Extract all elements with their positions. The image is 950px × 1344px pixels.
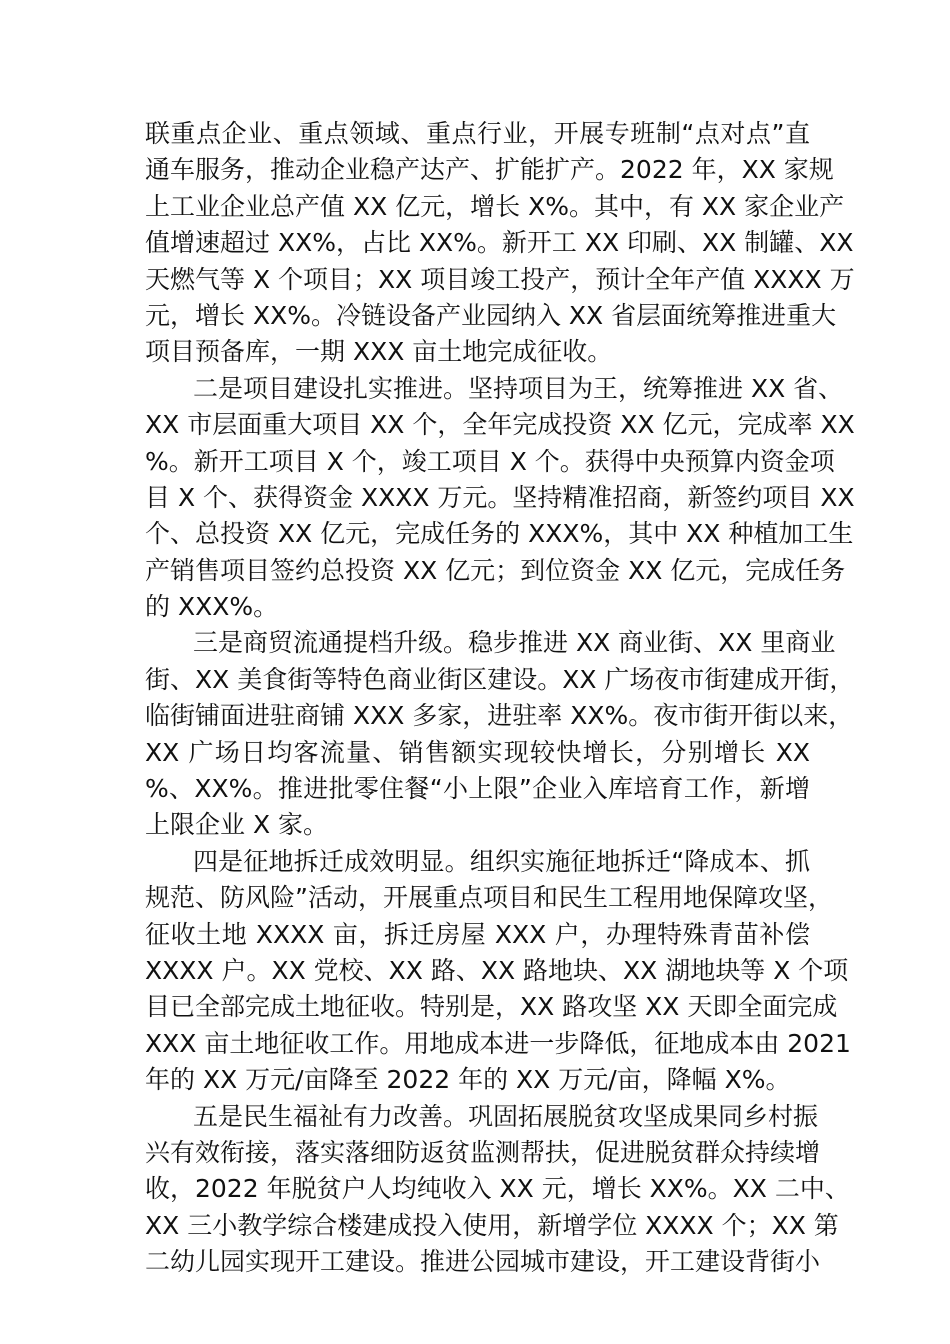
- text-line: 个、总投资 XX 亿元，完成任务的 XXX%，其中 XX 种植加工生: [145, 519, 854, 549]
- text-line: %、XX%。推进批零住餐“小上限”企业入库培育工作，新增: [145, 774, 810, 804]
- text-line: 项目预备库，一期 XXX 亩土地完成征收。: [145, 337, 613, 367]
- text-line: 值增速超过 XX%，占比 XX%。新开工 XX 印刷、XX 制罐、XX: [145, 228, 854, 258]
- text-line: %。新开工项目 X 个，竣工项目 X 个。获得中央预算内资金项: [145, 446, 835, 476]
- text-line: 年的 XX 万元/亩降至 2022 年的 XX 万元/亩，降幅 X%。: [145, 1065, 791, 1095]
- text-line: XXX 亩土地征收工作。用地成本进一步降低，征地成本由 2021: [145, 1028, 851, 1058]
- text-line: 产销售项目签约总投资 XX 亿元；到位资金 XX 亿元，完成任务: [145, 555, 846, 585]
- text-line: 联重点企业、重点领域、重点行业，开展专班制“点对点”直: [145, 119, 810, 148]
- paragraph-first-line: 二是项目建设扎实推进。坚持项目为王，统筹推进 XX 省、: [193, 373, 844, 403]
- text-line: 目 X 个、获得资金 XXXX 万元。坚持精准招商，新签约项目 XX: [145, 482, 855, 512]
- text-line: 元，增长 XX%。冷链设备产业园纳入 XX 省层面统筹推进重大: [145, 300, 837, 330]
- text-line: 的 XXX%。: [145, 592, 279, 622]
- paragraph-first-line: 五是民生福祉有力改善。巩固拓展脱贫攻坚成果同乡村振: [193, 1101, 819, 1131]
- text-line: XX 三小教学综合楼建成投入使用，新增学位 XXXX 个；XX 第: [145, 1210, 839, 1240]
- text-line: 天燃气等 X 个项目；XX 项目竣工投产，预计全年产值 XXXX 万: [145, 264, 855, 294]
- paragraph-first-line: 四是征地拆迁成效明显。组织实施征地拆迁“降成本、抓: [193, 846, 810, 876]
- text-line: XX 市层面重大项目 XX 个，全年完成投资 XX 亿元，完成率 XX: [145, 410, 855, 440]
- text-line: 目已全部完成土地征收。特别是，XX 路攻坚 XX 天即全面完成: [145, 992, 838, 1022]
- text-line: 二幼儿园实现开工建设。推进公园城市建设，开工建设背街小: [145, 1247, 821, 1277]
- text-line: XXXX 户。XX 党校、XX 路、XX 路地块、XX 湖地块等 X 个项: [145, 955, 849, 985]
- text-line: 临街铺面进驻商铺 XXX 多家，进驻率 XX%。夜市街开街以来，: [145, 701, 854, 731]
- document-body: [145, 116, 855, 1281]
- text-line: 通车服务，推动企业稳产达产、扩能扩产。2022 年，XX 家规: [145, 155, 834, 185]
- text-line: XX 广场日均客流量、销售额实现较快增长，分别增长 XX: [145, 737, 810, 767]
- text-line: 收，2022 年脱贫户人均纯收入 XX 元，增长 XX%。XX 二中、: [145, 1174, 850, 1204]
- text-line: 街、XX 美食街等特色商业街区建设。XX 广场夜市街建成开街，: [145, 664, 855, 694]
- text-line: 征收土地 XXXX 亩，拆迁房屋 XXX 户，办理特殊青苗补偿: [145, 919, 810, 949]
- text-line: 兴有效衔接，落实落细防返贫监测帮扶，促进脱贫群众持续增: [145, 1137, 821, 1167]
- text-line: 规范、防风险”活动，开展重点项目和民生工程用地保障攻坚，: [145, 883, 833, 913]
- paragraph-first-line: 三是商贸流通提档升级。稳步推进 XX 商业街、XX 里商业: [193, 628, 836, 658]
- text-line: 上工业企业总产值 XX 亿元，增长 X%。其中，有 XX 家企业产: [145, 191, 845, 221]
- text-line: 上限企业 X 家。: [145, 810, 329, 840]
